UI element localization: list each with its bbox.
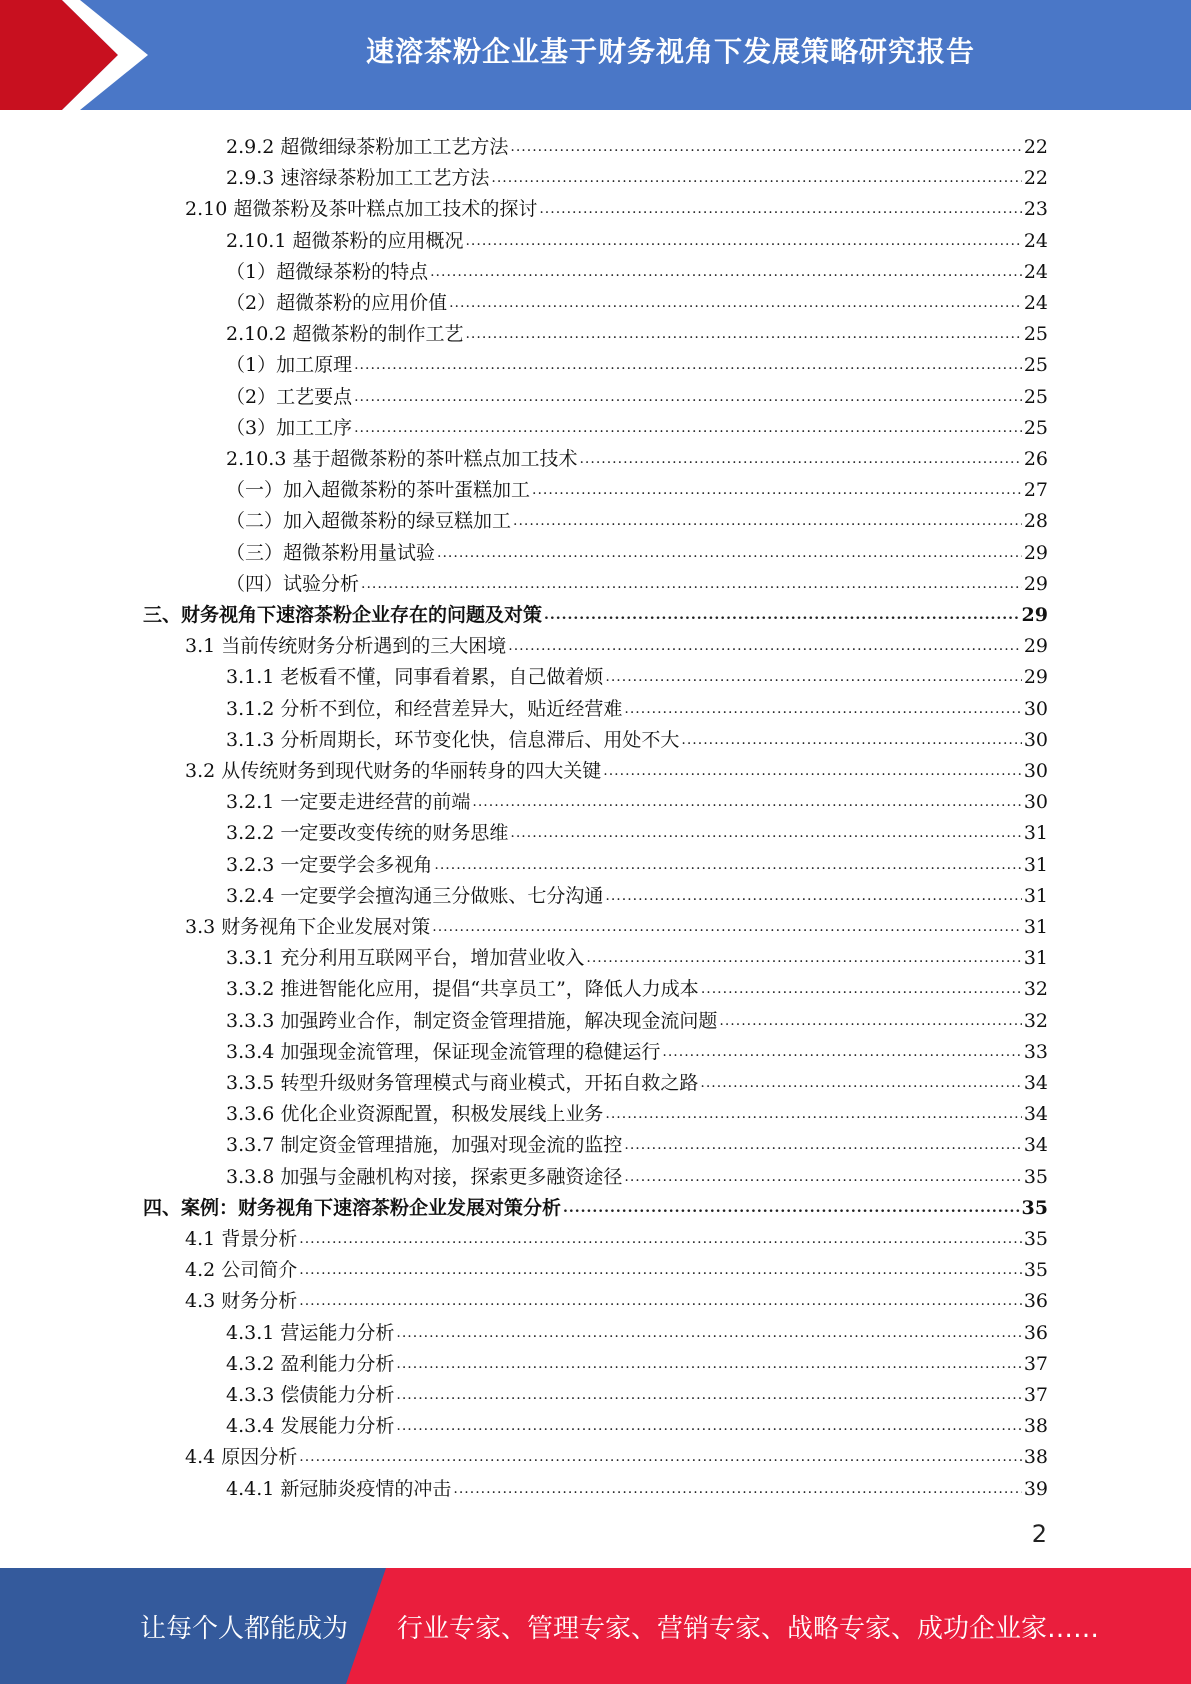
toc-leader-dots [513,511,1022,531]
toc-entry[interactable] [185,1282,1048,1313]
toc-entry-label: 3.2.2 一定要改变传统的财务思维 [226,822,509,845]
toc-entry[interactable] [226,222,1048,253]
toc-entry[interactable] [226,970,1048,1001]
toc-entry-label: （1）超微绿茶粉的特点 [226,260,429,283]
toc-leader-dots [624,699,1021,719]
toc-entry[interactable] [226,346,1048,377]
toc-entry-page: 37 [1023,1352,1048,1375]
toc-entry[interactable] [226,409,1048,440]
toc-entry-label: （三）超微茶粉用量试验 [226,541,436,564]
toc-entry-page: 37 [1023,1384,1048,1406]
toc-entry-label: 4.3.3 偿债能力分析 [226,1384,395,1406]
toc-entry-page: 30 [1023,760,1048,782]
toc-entry[interactable] [226,1126,1048,1157]
toc-leader-dots [354,387,1022,407]
toc-entry-label: 3.3.7 制定资金管理措施，加强对现金流的监控 [226,1134,623,1157]
toc-leader-dots [586,948,1021,968]
toc-leader-dots [437,543,1022,563]
toc-entry[interactable] [226,502,1048,533]
toc-entry-page: 31 [1023,853,1048,876]
toc-entry[interactable] [226,690,1048,721]
toc-entry[interactable] [226,1407,1048,1438]
toc-entry-page: 22 [1023,136,1048,158]
page-header [0,0,1191,110]
toc-entry-page: 38 [1023,1415,1048,1438]
footer-slogan-right: 行业专家、管理专家、营销专家、战略专家、成功企业家…… [397,1613,1100,1644]
toc-entry-label: 3.3.5 转型升级财务管理模式与商业模式，开拓自救之路 [226,1072,699,1094]
toc-entry-page: 31 [1023,884,1048,907]
toc-entry[interactable] [226,1345,1048,1376]
toc-entry-label: 2.10.2 超微茶粉的制作工艺 [226,323,464,346]
toc-leader-dots [605,667,1021,687]
toc-entry-label: 3.1.2 分析不到位，和经营差异大，贴近经营难 [226,697,623,720]
toc-entry[interactable] [226,1314,1048,1345]
toc-entry[interactable] [226,253,1048,284]
toc-entry-page: 36 [1023,1290,1048,1313]
toc-entry-page: 31 [1023,916,1048,938]
toc-entry-page: 35 [1023,1259,1048,1282]
toc-entry[interactable] [143,596,1048,627]
toc-entry[interactable] [226,721,1048,752]
toc-leader-dots [396,1385,1021,1405]
toc-entry-label: 3.3.1 充分利用互联网平台，增加营业收入 [226,947,585,970]
toc-entry-page: 24 [1023,229,1048,252]
toc-entry[interactable] [185,190,1048,221]
toc-leader-dots [432,917,1022,937]
toc-entry-label: 3.3.4 加强现金流管理，保证现金流管理的稳健运行 [226,1040,661,1063]
toc-entry-page: 39 [1023,1477,1048,1500]
toc-entry[interactable] [226,1158,1048,1189]
toc-entry-label: 3.2.3 一定要学会多视角 [226,853,433,876]
toc-entry[interactable] [226,783,1048,814]
toc-entry-page: 34 [1023,1103,1048,1126]
toc-entry-label: 3.2.1 一定要走进经营的前端 [226,791,471,814]
toc-entry-label: （3）加工工序 [226,416,353,439]
toc-leader-dots [700,1073,1021,1093]
toc-entry[interactable] [226,440,1048,471]
toc-entry-label: 四、案例：财务视角下速溶茶粉企业发展对策分析 [143,1196,562,1219]
toc-entry[interactable] [226,1064,1048,1095]
toc-entry[interactable] [226,846,1048,877]
footer-slogan-left: 让每个人都能成为 [140,1613,349,1644]
toc-leader-dots [605,1104,1021,1124]
toc-entry-label: 2.10 超微茶粉及茶叶糕点加工技术的探讨 [185,198,538,221]
toc-entry-label: 2.10.3 基于超微茶粉的茶叶糕点加工技术 [226,448,578,470]
toc-entry[interactable] [226,159,1048,190]
toc-entry-label: 4.1 背景分析 [185,1228,298,1250]
toc-entry[interactable] [185,1220,1048,1251]
toc-entry-label: （2）工艺要点 [226,385,353,408]
toc-entry-page: 32 [1023,1009,1048,1032]
toc-entry[interactable] [226,939,1048,970]
toc-entry-label: 2.9.2 超微细绿茶粉加工工艺方法 [226,136,509,158]
toc-leader-dots [719,1011,1021,1031]
toc-leader-dots [354,418,1022,438]
toc-entry-page: 30 [1023,791,1048,814]
toc-entry[interactable] [226,471,1048,502]
toc-entry-page: 29 [1023,572,1048,595]
toc-leader-dots [681,730,1021,750]
toc-entry-page: 25 [1023,323,1048,346]
toc-entry-page: 36 [1023,1321,1048,1344]
toc-entry[interactable] [226,1095,1048,1126]
toc-entry-label: 4.4 原因分析 [185,1446,298,1469]
toc-entry[interactable] [226,565,1048,596]
toc-entry-label: 三、财务视角下速溶茶粉企业存在的问题及对策 [143,604,543,626]
toc-entry-label: 3.1.3 分析周期长，环节变化快，信息滞后、用处不大 [226,728,680,751]
toc-entry-label: 3.3.6 优化企业资源配置，积极发展线上业务 [226,1103,604,1126]
toc-entry-label: 4.3 财务分析 [185,1290,298,1313]
toc-entry-page: 35 [1021,1196,1048,1219]
toc-entry[interactable] [226,378,1048,409]
toc-entry-label: （2）超微茶粉的应用价值 [226,292,448,314]
toc-entry-label: （二）加入超微茶粉的绿豆糕加工 [226,510,512,533]
toc-entry-page: 35 [1023,1165,1048,1188]
page-number: 2 [1031,1520,1047,1548]
toc-entry-page: 31 [1023,822,1048,845]
toc-entry-page: 24 [1023,292,1048,314]
toc-entry-label: 3.1.1 老板看不懂，同事看着累，自己做着烦 [226,666,604,689]
toc-entry-page: 25 [1023,416,1048,439]
toc-leader-dots [465,231,1021,251]
toc-entry-label: 4.4.1 新冠肺炎疫情的冲击 [226,1477,452,1500]
toc-leader-dots [354,355,1022,375]
toc-entry-page: 27 [1023,479,1048,502]
toc-leader-dots [603,761,1022,781]
toc-leader-dots [701,979,1022,999]
toc-entry-label: （四）试验分析 [226,572,360,595]
toc-entry-label: 3.1 当前传统财务分析遇到的三大困境 [185,635,507,658]
toc-leader-dots [430,262,1022,282]
toc-leader-dots [544,605,1020,625]
toc-entry-page: 34 [1023,1072,1048,1094]
toc-entry-page: 29 [1023,666,1048,689]
toc-leader-dots [299,1291,1022,1311]
toc-leader-dots [563,1198,1020,1218]
toc-entry-page: 33 [1023,1040,1048,1063]
toc-entry[interactable] [226,814,1048,845]
toc-entry[interactable] [143,1189,1048,1220]
header-title: 速溶茶粉企业基于财务视角下发展策略研究报告 [365,35,975,68]
toc-entry[interactable] [226,1033,1048,1064]
toc-entry-page: 29 [1021,604,1048,626]
toc-leader-dots [472,792,1021,812]
toc-leader-dots [453,1479,1021,1499]
toc-entry[interactable] [226,284,1048,315]
toc-entry[interactable] [226,658,1048,689]
toc-leader-dots [624,1135,1021,1155]
toc-entry[interactable] [185,1438,1048,1469]
toc-leader-dots [539,199,1021,219]
toc-entry-label: 4.3.4 发展能力分析 [226,1415,395,1438]
toc-leader-dots [361,574,1022,594]
toc-entry-label: 3.2 从传统财务到现代财务的华丽转身的四大关键 [185,760,602,782]
toc-entry-page: 26 [1023,448,1048,470]
toc-entry[interactable] [226,315,1048,346]
toc-leader-dots [532,480,1022,500]
toc-entry[interactable] [226,877,1048,908]
toc-entry-page: 31 [1023,947,1048,970]
toc-entry-label: 3.3.8 加强与金融机构对接，探索更多融资途径 [226,1165,623,1188]
toc-leader-dots [434,855,1021,875]
toc-leader-dots [605,886,1021,906]
toc-entry-page: 25 [1023,354,1048,377]
toc-entry[interactable] [185,1251,1048,1282]
toc-leader-dots [396,1416,1021,1436]
toc-leader-dots [491,168,1021,188]
toc-entry-page: 30 [1023,697,1048,720]
toc-entry-label: 2.10.1 超微茶粉的应用概况 [226,229,464,252]
toc-leader-dots [299,1260,1022,1280]
toc-entry-label: （一）加入超微茶粉的茶叶蛋糕加工 [226,479,531,502]
toc-entry-page: 24 [1023,260,1048,283]
toc-entry[interactable] [226,534,1048,565]
toc-entry-page: 23 [1023,198,1048,221]
toc-leader-dots [299,1229,1022,1249]
toc-entry-page: 25 [1023,385,1048,408]
toc-leader-dots [299,1447,1022,1467]
toc-leader-dots [508,636,1022,656]
toc-entry-page: 29 [1023,635,1048,658]
toc-leader-dots [510,137,1021,157]
toc-leader-dots [396,1323,1021,1343]
toc-entry-label: 3.2.4 一定要学会擅沟通三分做账、七分沟通 [226,884,604,907]
toc-entry-page: 34 [1023,1134,1048,1157]
toc-entry-label: 2.9.3 速溶绿茶粉加工工艺方法 [226,167,490,190]
toc-leader-dots [662,1042,1021,1062]
toc-entry-page: 32 [1023,978,1048,1001]
toc-entry[interactable] [226,128,1048,159]
toc-entry-page: 22 [1023,167,1048,190]
toc-entry-label: 4.3.1 营运能力分析 [226,1321,395,1344]
toc-entry-label: 4.2 公司简介 [185,1259,298,1282]
page-footer [0,1568,1191,1684]
toc-entry[interactable] [226,1470,1048,1501]
toc-entry[interactable] [185,908,1048,939]
toc-entry-page: 29 [1023,541,1048,564]
toc-entry[interactable] [226,1002,1048,1033]
toc-leader-dots [396,1354,1021,1374]
toc-entry[interactable] [185,752,1048,783]
toc-entry-label: 3.3 财务视角下企业发展对策 [185,916,431,938]
toc-entry[interactable] [226,1376,1048,1407]
toc-entry[interactable] [185,627,1048,658]
toc-entry-page: 38 [1023,1446,1048,1469]
toc-entry-label: 4.3.2 盈利能力分析 [226,1352,395,1375]
toc-leader-dots [624,1167,1021,1187]
toc-entry-page: 30 [1023,728,1048,751]
toc-entry-label: 3.3.3 加强跨业合作，制定资金管理措施，解决现金流问题 [226,1009,718,1032]
toc-leader-dots [510,823,1021,843]
toc-entry-label: 3.3.2 推进智能化应用，提倡“共享员工”，降低人力成本 [226,978,699,1001]
toc-leader-dots [465,324,1021,344]
toc-entry-page: 35 [1023,1228,1048,1250]
toc-entry-page: 28 [1023,510,1048,533]
toc-entry-label: （1）加工原理 [226,354,353,377]
toc-leader-dots [449,293,1022,313]
toc-leader-dots [579,449,1021,469]
